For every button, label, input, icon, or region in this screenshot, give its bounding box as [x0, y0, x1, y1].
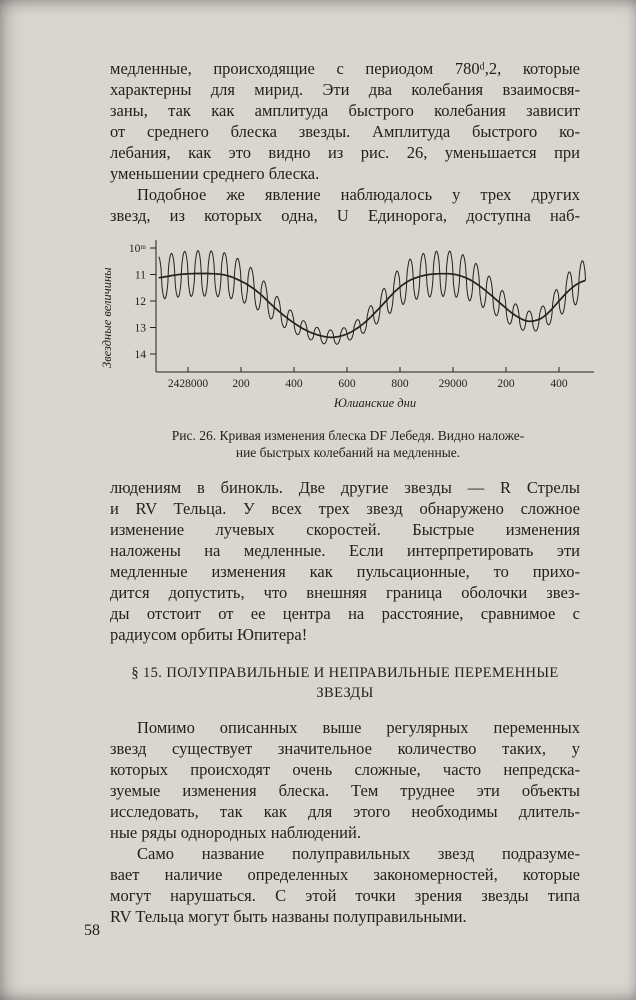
text-line: § 15. ПОЛУПРАВИЛЬНЫЕ И НЕПРАВИЛЬНЫЕ ПЕРЕМЕННЫЕ [131, 665, 559, 681]
text-line: которых происходят очень сложные, часто непредска- [110, 760, 580, 779]
text-line: ные ряды однородных наблюдений. [110, 823, 361, 842]
y-axis-label: Звездные величины [100, 267, 114, 368]
text-line: ние быстрых колебаний на медленные. [235, 445, 461, 460]
figure-26 [98, 236, 598, 461]
text-line: заны, так как амплитуда быстрого колебания зависит [110, 101, 580, 120]
text-line: от среднего блеска звезды. Амплитуда быстрого ко- [110, 122, 580, 141]
axes [156, 240, 594, 372]
x-tick-label: 800 [391, 378, 409, 390]
text-line: звезд, из которых одна, U Единорога, доступна наб- [110, 206, 580, 225]
paragraph-2 [110, 184, 580, 226]
text-line: Помимо описанных выше регулярных переменных [137, 718, 580, 737]
text-line: характерны для мирид. Эти два колебания взаимосвя- [110, 80, 580, 99]
text-line: уменьшении среднего блеска. [110, 164, 320, 183]
text-line: Само название полуправильных звезд подразуме- [137, 844, 580, 863]
text-line: изменение лучевых скоростей. Быстрые изменения [110, 520, 580, 539]
x-tick-label: 2428000 [167, 378, 209, 390]
page-number: 58 [84, 922, 100, 939]
x-tick-label: 400 [550, 378, 568, 390]
y-tick-label: 12 [134, 296, 146, 308]
x-tick-label: 200 [497, 378, 515, 390]
y-ticks [129, 243, 156, 361]
fast-curve [159, 251, 586, 345]
x-axis-label: Юлианские дни [333, 396, 417, 410]
x-tick-label: 29000 [438, 378, 468, 390]
x-ticks [168, 367, 568, 390]
text-line: ды отстоит от ее центра на расстояние, сравнимое с [110, 604, 580, 623]
text-line: RV Тельца могут быть названы полуправильными. [110, 907, 467, 926]
y-tick-label: 14 [134, 349, 146, 361]
figure-caption [98, 427, 598, 461]
text-line: дится допустить, что внешняя граница оболочки звез- [110, 583, 580, 602]
text-line: звезд существует значительное количество таких, у [110, 739, 580, 758]
x-tick-label: 400 [285, 378, 303, 390]
text-line: могут нарушаться. С этой точки зрения звезды типа [110, 886, 580, 905]
text-line: лебания, как это видно из рис. 26, уменьшается при [110, 143, 580, 162]
text-line: медленные, происходящие с периодом 780ᵈ,2, которые [110, 59, 580, 78]
text-line: ЗВЕЗДЫ [316, 685, 374, 701]
paragraph-5 [110, 843, 580, 927]
text-line: Подобное же явление наблюдалось у трех других [137, 185, 580, 204]
text-line: людениям в бинокль. Две другие звезды — R Стрелы [110, 478, 580, 497]
text-line: исследовать, так как для этого необходимы длитель- [110, 802, 580, 821]
y-tick-label: 10ᵐ [128, 243, 146, 255]
paragraph-1 [110, 58, 580, 184]
text-line: вает наличие определенных закономерностей, которые [110, 865, 580, 884]
text-line: зуемые изменения блеска. Тем труднее эти объекты [110, 781, 580, 800]
text-line: и RV Тельца. У всех трех звезд обнаружено сложное [110, 499, 580, 518]
light-curve-svg [98, 236, 598, 414]
x-tick-label: 600 [338, 378, 356, 390]
section-heading [110, 663, 580, 703]
text-line: медленные изменения как пульсационные, то прихо- [110, 562, 580, 581]
content-column [100, 58, 580, 927]
y-tick-label: 13 [134, 322, 146, 335]
paragraph-4 [110, 717, 580, 843]
text-line: радиусом орбиты Юпитера! [110, 625, 308, 644]
paragraph-3 [110, 477, 580, 645]
x-tick-label: 200 [232, 378, 250, 390]
text-line: Рис. 26. Кривая изменения блеска DF Лебедя. Видно наложе- [171, 428, 525, 443]
text-line: наложены на медленные. Если интерпретировать эти [110, 541, 580, 560]
y-tick-label: 11 [134, 269, 146, 282]
